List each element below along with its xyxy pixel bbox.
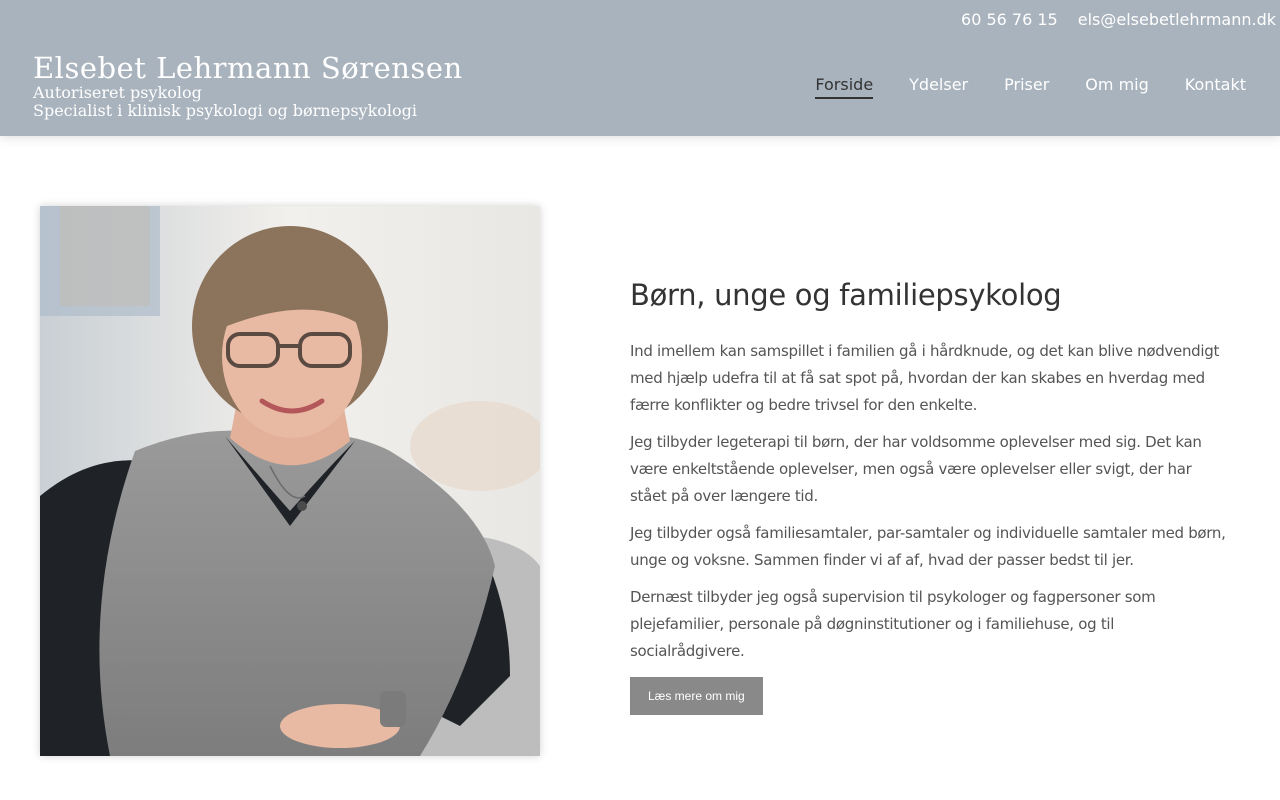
site-logo[interactable]	[33, 52, 463, 120]
read-more-button[interactable]: Læs mere om mig	[630, 677, 763, 715]
phone-link[interactable]: 60 56 76 15	[961, 10, 1058, 29]
intro-section	[630, 278, 1230, 675]
nav-item-om-mig[interactable]: Om mig	[1085, 75, 1149, 94]
email-link[interactable]: els@elsebetlehrmann.dk	[1077, 10, 1276, 29]
intro-paragraph-4: Dernæst tilbyder jeg også supervision til psykologer og fagpersoner som plejefamilier, personale på døgninstitutioner og i familiehuse, og til socialrådgivere.	[630, 588, 1156, 660]
portrait-photo	[40, 206, 540, 756]
logo-name: Elsebet Lehrmann Sørensen	[33, 51, 463, 85]
nav-item-priser[interactable]: Priser	[1004, 75, 1050, 94]
logo-subtitle-1: Autoriseret psykolog	[33, 83, 202, 102]
intro-paragraph-3: Jeg tilbyder også familiesamtaler, par-samtaler og individuelle samtaler med børn, unge og voksne. Sammen finder vi af af, hvad der passer bedst til jer.	[630, 524, 1226, 569]
logo-subtitle-2: Specialist i klinisk psykologi og børnepsykologi	[33, 101, 417, 120]
site-header	[0, 0, 1280, 136]
nav-item-kontakt[interactable]: Kontakt	[1184, 75, 1246, 94]
intro-paragraph-1: Ind imellem kan samspillet i familien gå i hårdknude, og det kan blive nødvendigt med hjælp udefra til at få sat spot på, hvordan der kan skabes en hverdag med færre konflikter og bedre trivsel for den enkelte.	[630, 342, 1220, 414]
page-title: Børn, unge og familiepsykolog	[630, 278, 1062, 312]
nav-item-ydelser[interactable]: Ydelser	[909, 75, 969, 94]
contact-bar	[961, 10, 1276, 29]
main-nav	[815, 75, 1246, 99]
nav-item-forside[interactable]: Forside	[815, 75, 873, 99]
intro-paragraph-2: Jeg tilbyder legeterapi til børn, der har voldsomme oplevelser med sig. Det kan være enkeltstående oplevelser, men også være oplevelser eller svigt, der har stået på over længere tid.	[630, 433, 1202, 505]
